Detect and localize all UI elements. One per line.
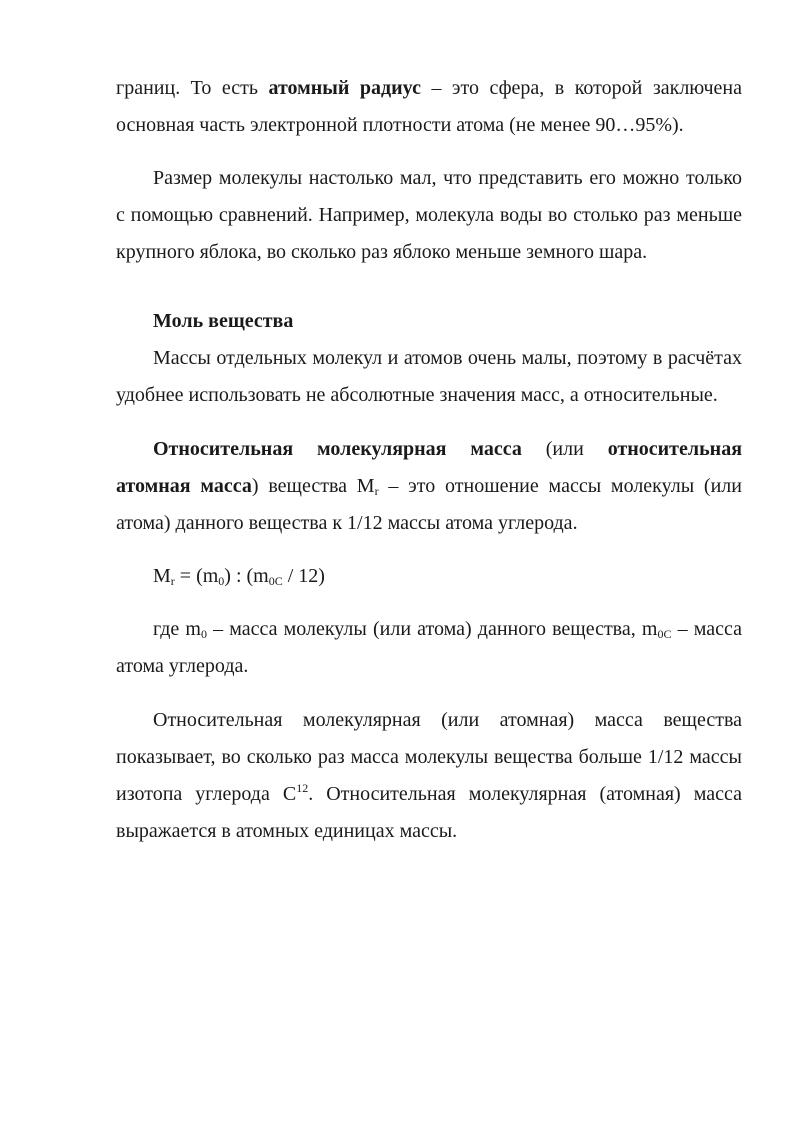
text-run: – это сфера, в которой заключена основная часть электронной плотности атома (не менее 90…95%). [116, 77, 743, 136]
term-atomic-radius: атомный радиус [268, 77, 421, 99]
text-run: ) вещества M [251, 475, 375, 497]
paragraph-relative-mass-meaning [116, 702, 742, 850]
text-run: – масса атома углерода. [116, 618, 742, 677]
superscript-12: 12 [296, 781, 309, 795]
subscript-r: r [374, 484, 379, 498]
text-run: (или [521, 438, 608, 460]
document-body [116, 70, 742, 850]
text-run: границ. То есть [116, 77, 269, 99]
text-run: – масса молекулы (или атома) данного вещества, m [206, 618, 658, 640]
paragraph-molecule-size: Размер молекулы настолько мал, что представить его можно только с помощью сравнений. Например, молекула воды во столько раз меньше крупного яблока, во сколько раз яблоко меньше земного шара. [116, 167, 742, 263]
subscript-r: r [170, 574, 175, 588]
formula-text: = (m [174, 565, 219, 587]
formula-text: / 12) [282, 565, 325, 587]
formula-symbol: M [153, 565, 171, 587]
text-run: Относительная молекулярная (или атомная) масса вещества показывает, во сколько раз масса молекулы вещества больше 1/12 массы изотопа углерода C [116, 709, 742, 805]
paragraph-relative-mass-definition [116, 431, 742, 542]
subscript-0c: 0C [268, 574, 283, 588]
section-heading-mole: Моль вещества [153, 310, 294, 332]
subscript-0: 0 [200, 627, 207, 641]
subscript-0c: 0C [657, 627, 672, 641]
text-run: . Относительная молекулярная (атомная) масса выражается в атомных единицах массы. [116, 783, 742, 842]
paragraph-atomic-radius [116, 70, 742, 144]
term-relative-molecular-mass: Относительная молекулярная масса [153, 438, 522, 460]
term-relative-atomic-mass: относительная атомная масса [116, 438, 743, 497]
text-run: где m [153, 618, 201, 640]
paragraph-formula-legend [116, 611, 742, 685]
formula-text: ) : (m [224, 565, 269, 587]
subscript-0: 0 [218, 574, 225, 588]
formula-relative-mass [116, 558, 742, 595]
paragraph-masses: Массы отдельных молекул и атомов очень малы, поэтому в расчётах удобнее использовать не абсолютные значения масс, а относительные. [116, 347, 742, 406]
text-run: – это отношение массы молекулы (или атома) данного вещества к 1/12 массы атома углерода. [116, 475, 742, 534]
